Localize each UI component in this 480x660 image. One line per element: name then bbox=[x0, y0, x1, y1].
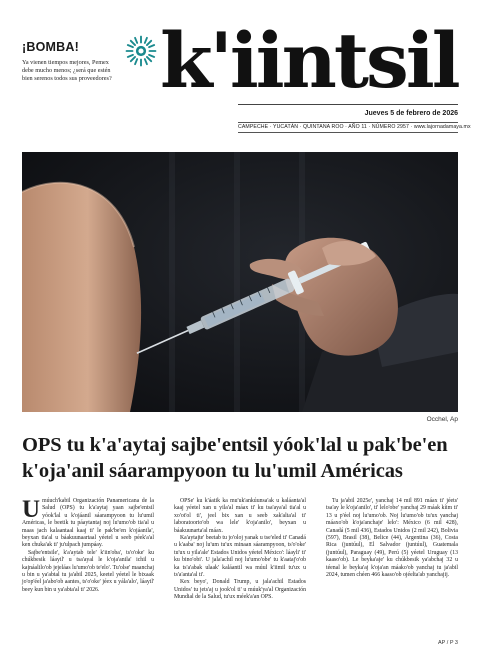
issue-date: Jueves 5 de febrero de 2026 bbox=[364, 110, 458, 117]
bomba-verse: Ya vienen tiempos mejores, Pemex debe mucho menos; ¿será que estén bien serenos todos sus proveedores? bbox=[22, 59, 112, 82]
edition-rule-bottom bbox=[238, 132, 458, 133]
masthead bbox=[0, 0, 480, 160]
photo-credit: Occhel, Ap bbox=[426, 416, 458, 423]
article-paragraph: Ka'aytajte' beetab tu jo'oloj yanak u tse'eled ti' Canadá u k'aaba' noj lu'um tu'ux minaan sáarampyoon, ts'o'oke' tu'ux u yila'ale' Estados Unidos yéetel México': láayli' ti' ku bino'obi'. U jala'achil noj lu'umo'obe' tu k'aataj'o'ob ka ts'a'abak ulaak' kaláantil wa múul k'iimil tu'ux u ts'a'anta'al ti'. bbox=[174, 535, 306, 579]
page-footer: AP / P 3 bbox=[438, 640, 458, 646]
bomba-title: ¡BOMBA! bbox=[22, 40, 79, 54]
article-column-1 bbox=[22, 498, 154, 602]
sun-logo-icon bbox=[124, 34, 158, 68]
article-paragraph: Sajbe'entsile', k'a'aytab tele' k'iin'oba', ts'o'oke' ku chúkbesik láayil' u tsa'ayal le k'oja'anila' ichil u kajnáalilo'ob jejeláas lu'umo'ob te'elo'. Tu'olse' maanchaj u bin u ya'abtal tu ja'abil 2025, keetel yéetel le bixaak jo'op'éel ja'abo'ob aantes, ts'o'oke' jéex u yála'alo', láayil' beey kun bin u ya'abta'al ti' 2026. bbox=[22, 549, 154, 593]
article-column-2 bbox=[174, 498, 306, 602]
edition-rule-top bbox=[238, 122, 458, 123]
bomba-box bbox=[22, 40, 122, 83]
vaccination-photo bbox=[22, 152, 458, 412]
paragraph-text: múuch'kabil Organización Panamericana de la Salud (OPS) tu k'a'aytaj yaan sajbe'entsil yóok'lal u k'ojáanil sáarampyoon tu lu'umil Américas, le beetik tu páaytantaj noj lu'umo'ob tia'al u maas jach kalaantaal kaaj ti' le pak'be'en k'ojáanila', beyxan tia'al u báakuunaartaal yéetel u seeb péek'a'al ken chuka'ak ti' ju'ulpach jumpáay. bbox=[22, 498, 154, 549]
article-paragraph bbox=[22, 498, 154, 550]
article-body bbox=[22, 498, 458, 602]
headline: OPS tu k'a'aytaj sajbe'entsil yóok'lal u pak'be'en k'oja'anil sáarampyoon tu lu'umil Américas bbox=[22, 434, 448, 482]
article-paragraph: Tu ja'abil 2025e', yanchaj 14 mil 891 máax ti' jéets' tsa'ay le k'oja'anilo', ti' lelo'obe' yanchaj 29 máak kíim ti' 13 u p'éel noj lu'umo'ob. Noj lu'umo'ob tu'ux yanchaj máaxo'ob k'oja'anchaje' lelo': México (6 mil 428), Canadá (5 mil 436), Estados Unidos (2 mil 242), Bolivia (597), Brasil (38), Belice (44), Argentina (36), Costa Rica (juntúul), El Salvador (juntúul), Guatemala (juntúul), Paraguay (49), Perú (5) yéetel Uruguay (13 kaaso'ob). Le beyka'aje' ku chúkbesik ya'abchaj 32 u téenal le beyka'aj k'oja'an máako'ob yanchaj tu ja'abil 2024, tumen chéen 466 kaaso'ob ojéelta'ab yanchajij. bbox=[326, 498, 458, 579]
masthead-rule bbox=[238, 104, 458, 105]
article-column-3 bbox=[326, 498, 458, 602]
article-paragraph: OPSe' ku k'áatik ka mu'uk'ankúunsa'ak u kaláanta'al kaaj yéetel xan u yila'al máax ti' ku tsa'aya'al tia'al u xo'ot'ol ti', jeel bix xan u seeb xak'alta'al ti' laboratoorio'ob wa lele' k'oja'anilo', beyxan u báakuunarta'al máax. bbox=[174, 498, 306, 534]
edition-line: CAMPECHE · YUCATÁN · QUINTANA ROO · AÑO 11 · NÚMERO 2957 · www.lajornadamaya.mx bbox=[238, 124, 471, 130]
article-paragraph: Kex beyo', Donald Trump, u jala'achil Estados Unidos' tu jets'aj u jook'ol ti' u múuk'ya'al Organización Mundial de la Salud, tu'ux méek'a'an OPS. bbox=[174, 579, 306, 601]
newspaper-brand: k'iintsil bbox=[160, 16, 458, 105]
drop-cap: U bbox=[22, 496, 41, 523]
